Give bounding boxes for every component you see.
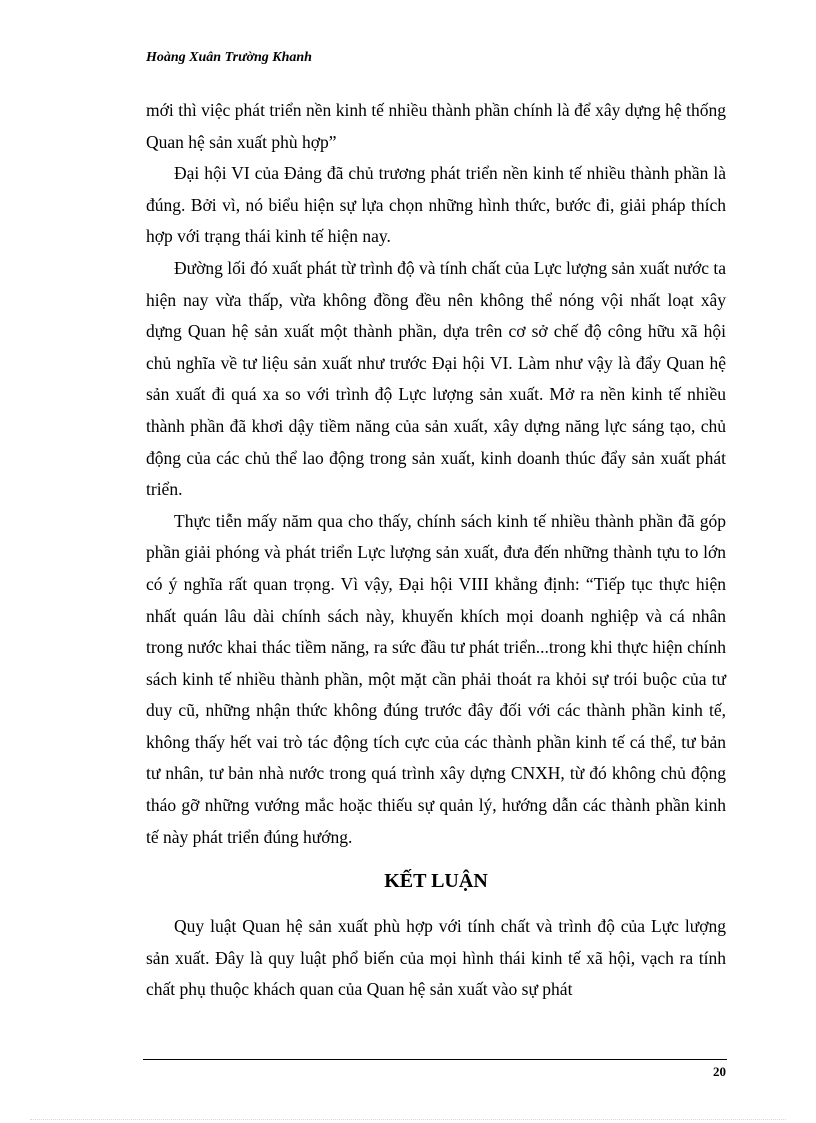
section-heading: KẾT LUẬN bbox=[384, 870, 488, 893]
body-text bbox=[146, 95, 726, 1006]
page-number: 20 bbox=[713, 1064, 726, 1079]
running-header-author: Hoàng Xuân Trường Khanh bbox=[146, 50, 312, 65]
paragraph-thuc-tien: Thực tiễn mấy năm qua cho thấy, chính sách kinh tế nhiều thành phần đã góp phần giải phóng và phát triển Lực lượng sản xuất, đưa đến những thành tựu to lớn có ý nghĩa rất quan trọng. Vì vậy, Đại hội VIII khẳng định: “Tiếp tục thực hiện nhất quán lâu dài chính sách này, khuyến khích mọi doanh nghiệp và cá nhân trong nước khai thác tiềm năng, ra sức đầu tư phát triển...trong khi thực hiện chính sách kinh tế nhiều thành phần, một mặt cần phải thoát ra khỏi sự trói buộc của tư duy cũ, những nhận thức không đúng trước đây đối với các thành phần kinh tế, không thấy hết vai trò tác động tích cực của các thành phần kinh tế cá thể, tư bản tư nhân, tư bản nhà nước trong quá trình xây dựng CNXH, từ đó không chủ động tháo gỡ những vướng mắc hoặc thiếu sự quản lý, hướng dẫn các thành phần kinh tế này phát triển đúng hướng. bbox=[146, 510, 726, 847]
paragraph-duong-loi: Đường lối đó xuất phát từ trình độ và tính chất của Lực lượng sản xuất nước ta hiện nay vừa thấp, vừa không đồng đều nên không thể nóng vội nhất loạt xây dựng Quan hệ sản xuất một thành phần, dựa trên cơ sở chế độ công hữu xã hội chủ nghĩa về tư liệu sản xuất như trước Đại hội VI. Làm như vậy là đẩy Quan hệ sản xuất đi quá xa so với trình độ Lực lượng sản xuất. Mở ra nền kinh tế nhiều thành phần đã khơi dậy tiềm năng của sản xuất, xây dựng năng lực sáng tạo, chủ động của các chủ thể lao động trong sản xuất, kinh doanh thúc đẩy sản xuất phát triển. bbox=[146, 257, 726, 500]
page-edge-dotted-line bbox=[30, 1119, 786, 1120]
paragraph-conclusion: Quy luật Quan hệ sản xuất phù hợp với tính chất và trình độ của Lực lượng sản xuất. Đây là quy luật phổ biến của mọi hình thái kinh tế xã hội, vạch ra tính chất phụ thuộc khách quan của Quan hệ sản xuất vào sự phát bbox=[146, 916, 726, 1000]
paragraph-continuation: mới thì việc phát triển nền kinh tế nhiều thành phần chính là để xây dựng hệ thống Quan hệ sản xuất phù hợp” bbox=[146, 100, 726, 152]
paragraph-dai-hoi-vi: Đại hội VI của Đảng đã chủ trương phát triển nền kinh tế nhiều thành phần là đúng. Bởi vì, nó biểu hiện sự lựa chọn những hình thức, bước đi, giải pháp thích hợp với trạng thái kinh tế hiện nay. bbox=[146, 163, 726, 247]
footer-rule bbox=[143, 1059, 727, 1060]
